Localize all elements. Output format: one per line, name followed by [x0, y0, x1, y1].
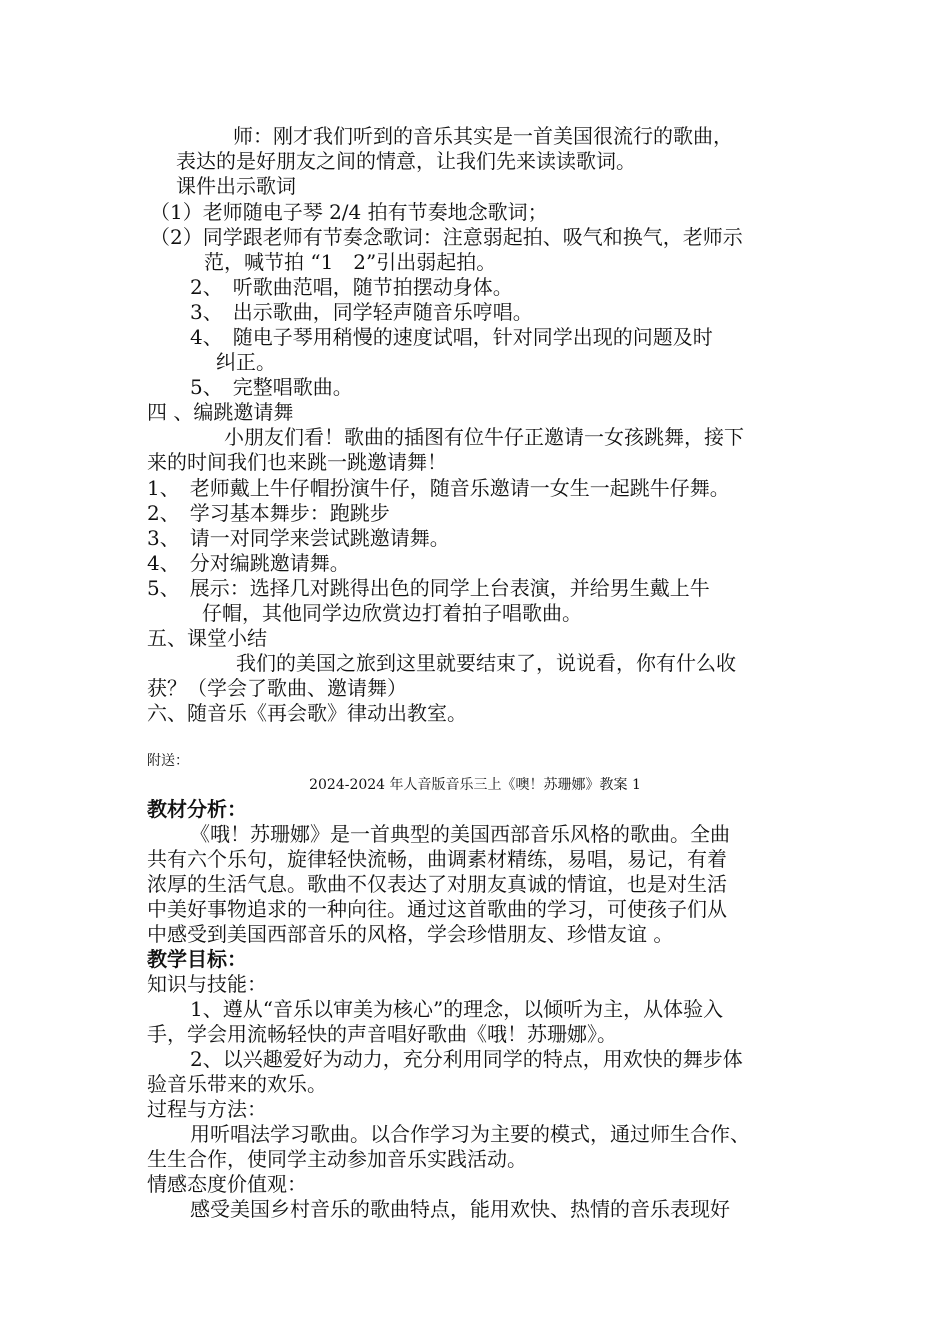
- text-line: 仔帽，其他同学边欣赏边打着拍子唱歌曲。: [202, 601, 582, 625]
- paragraph-line: 2、以兴趣爱好为动力，充分利用同学的特点，用欢快的舞步体: [190, 1047, 743, 1071]
- section-heading: 六、随音乐《再会歌》律动出教室。: [147, 701, 467, 725]
- subheading: 情感态度价值观：: [147, 1172, 307, 1196]
- paragraph-line: 感受美国乡村音乐的歌曲特点，能用欢快、热情的音乐表现好: [190, 1197, 730, 1221]
- text-line: 小朋友们看！歌曲的插图有位牛仔正邀请一女孩跳舞，接下: [224, 425, 744, 449]
- text-line: 课件出示歌词: [176, 174, 296, 198]
- text-line: 来的时间我们也来跳一跳邀请舞！: [147, 450, 447, 474]
- section-heading: 教材分析：: [147, 797, 247, 821]
- list-item: 2、 听歌曲范唱，随节拍摆动身体。: [190, 275, 513, 299]
- paragraph-line: 生生合作，使同学主动参加音乐实践活动。: [147, 1147, 527, 1171]
- paragraph-line: 手，学会用流畅轻快的声音唱好歌曲《哦！苏珊娜》。: [147, 1022, 617, 1046]
- paragraph-line: 验音乐带来的欢乐。: [147, 1072, 327, 1096]
- paragraph-line: 《哦！苏珊娜》是一首典型的美国西部音乐风格的歌曲。全曲: [190, 822, 730, 846]
- section-heading: 教学目标：: [147, 947, 247, 971]
- appendix-title: 2024-2024 年人音版音乐三上《噢！苏珊娜》教案 1: [309, 777, 641, 793]
- text-line: 师：刚才我们听到的音乐其实是一首美国很流行的歌曲，: [233, 124, 733, 148]
- text-line: 纠正。: [216, 350, 276, 374]
- paragraph-line: 中感受到美国西部音乐的风格，学会珍惜朋友、珍惜友谊 。: [147, 922, 674, 946]
- list-item: 5、 展示：选择几对跳得出色的同学上台表演，并给男生戴上牛: [147, 576, 710, 600]
- paragraph-line: 中美好事物追求的一种向往。通过这首歌曲的学习，可使孩子们从: [147, 897, 727, 921]
- subheading: 知识与技能：: [147, 972, 267, 996]
- text-line: 获？（学会了歌曲、邀请舞）: [147, 676, 407, 700]
- list-item: 4、 随电子琴用稍慢的速度试唱，针对同学出现的问题及时: [190, 325, 713, 349]
- list-item: 3、 请一对同学来尝试跳邀请舞。: [147, 526, 450, 550]
- list-item: 4、 分对编跳邀请舞。: [147, 551, 350, 575]
- subheading: 过程与方法：: [147, 1097, 267, 1121]
- paragraph-line: 1、遵从“音乐以审美为核心”的理念，以倾听为主，从体验入: [190, 997, 724, 1021]
- paragraph-line: 共有六个乐句，旋律轻快流畅，曲调素材精练，易唱，易记，有着: [147, 847, 727, 871]
- section-heading: 四 、编跳邀请舞: [147, 400, 294, 424]
- paragraph-line: 用听唱法学习歌曲。以合作学习为主要的模式，通过师生合作、: [190, 1122, 750, 1146]
- text-line: 表达的是好朋友之间的情意，让我们先来读读歌词。: [176, 149, 636, 173]
- list-item: 2、 学习基本舞步：跑跳步: [147, 501, 390, 525]
- list-item: 5、 完整唱歌曲。: [190, 375, 353, 399]
- section-heading: 五、课堂小结: [147, 626, 267, 650]
- paragraph-line: 浓厚的生活气息。歌曲不仅表达了对朋友真诚的情谊，也是对生活: [147, 872, 727, 896]
- text-line: 范，喊节拍 “1 2”引出弱起拍。: [204, 250, 497, 274]
- text-line: （2）同学跟老师有节奏念歌词：注意弱起拍、吸气和换气，老师示: [150, 225, 743, 249]
- list-item: 3、 出示歌曲，同学轻声随音乐哼唱。: [190, 300, 533, 324]
- list-item: 1、 老师戴上牛仔帽扮演牛仔，随音乐邀请一女生一起跳牛仔舞。: [147, 476, 730, 500]
- appendix-label: 附送：: [147, 753, 189, 769]
- text-line: 我们的美国之旅到这里就要结束了，说说看，你有什么收: [236, 651, 736, 675]
- text-line: （1）老师随电子琴 2/4 拍有节奏地念歌词；: [150, 200, 548, 224]
